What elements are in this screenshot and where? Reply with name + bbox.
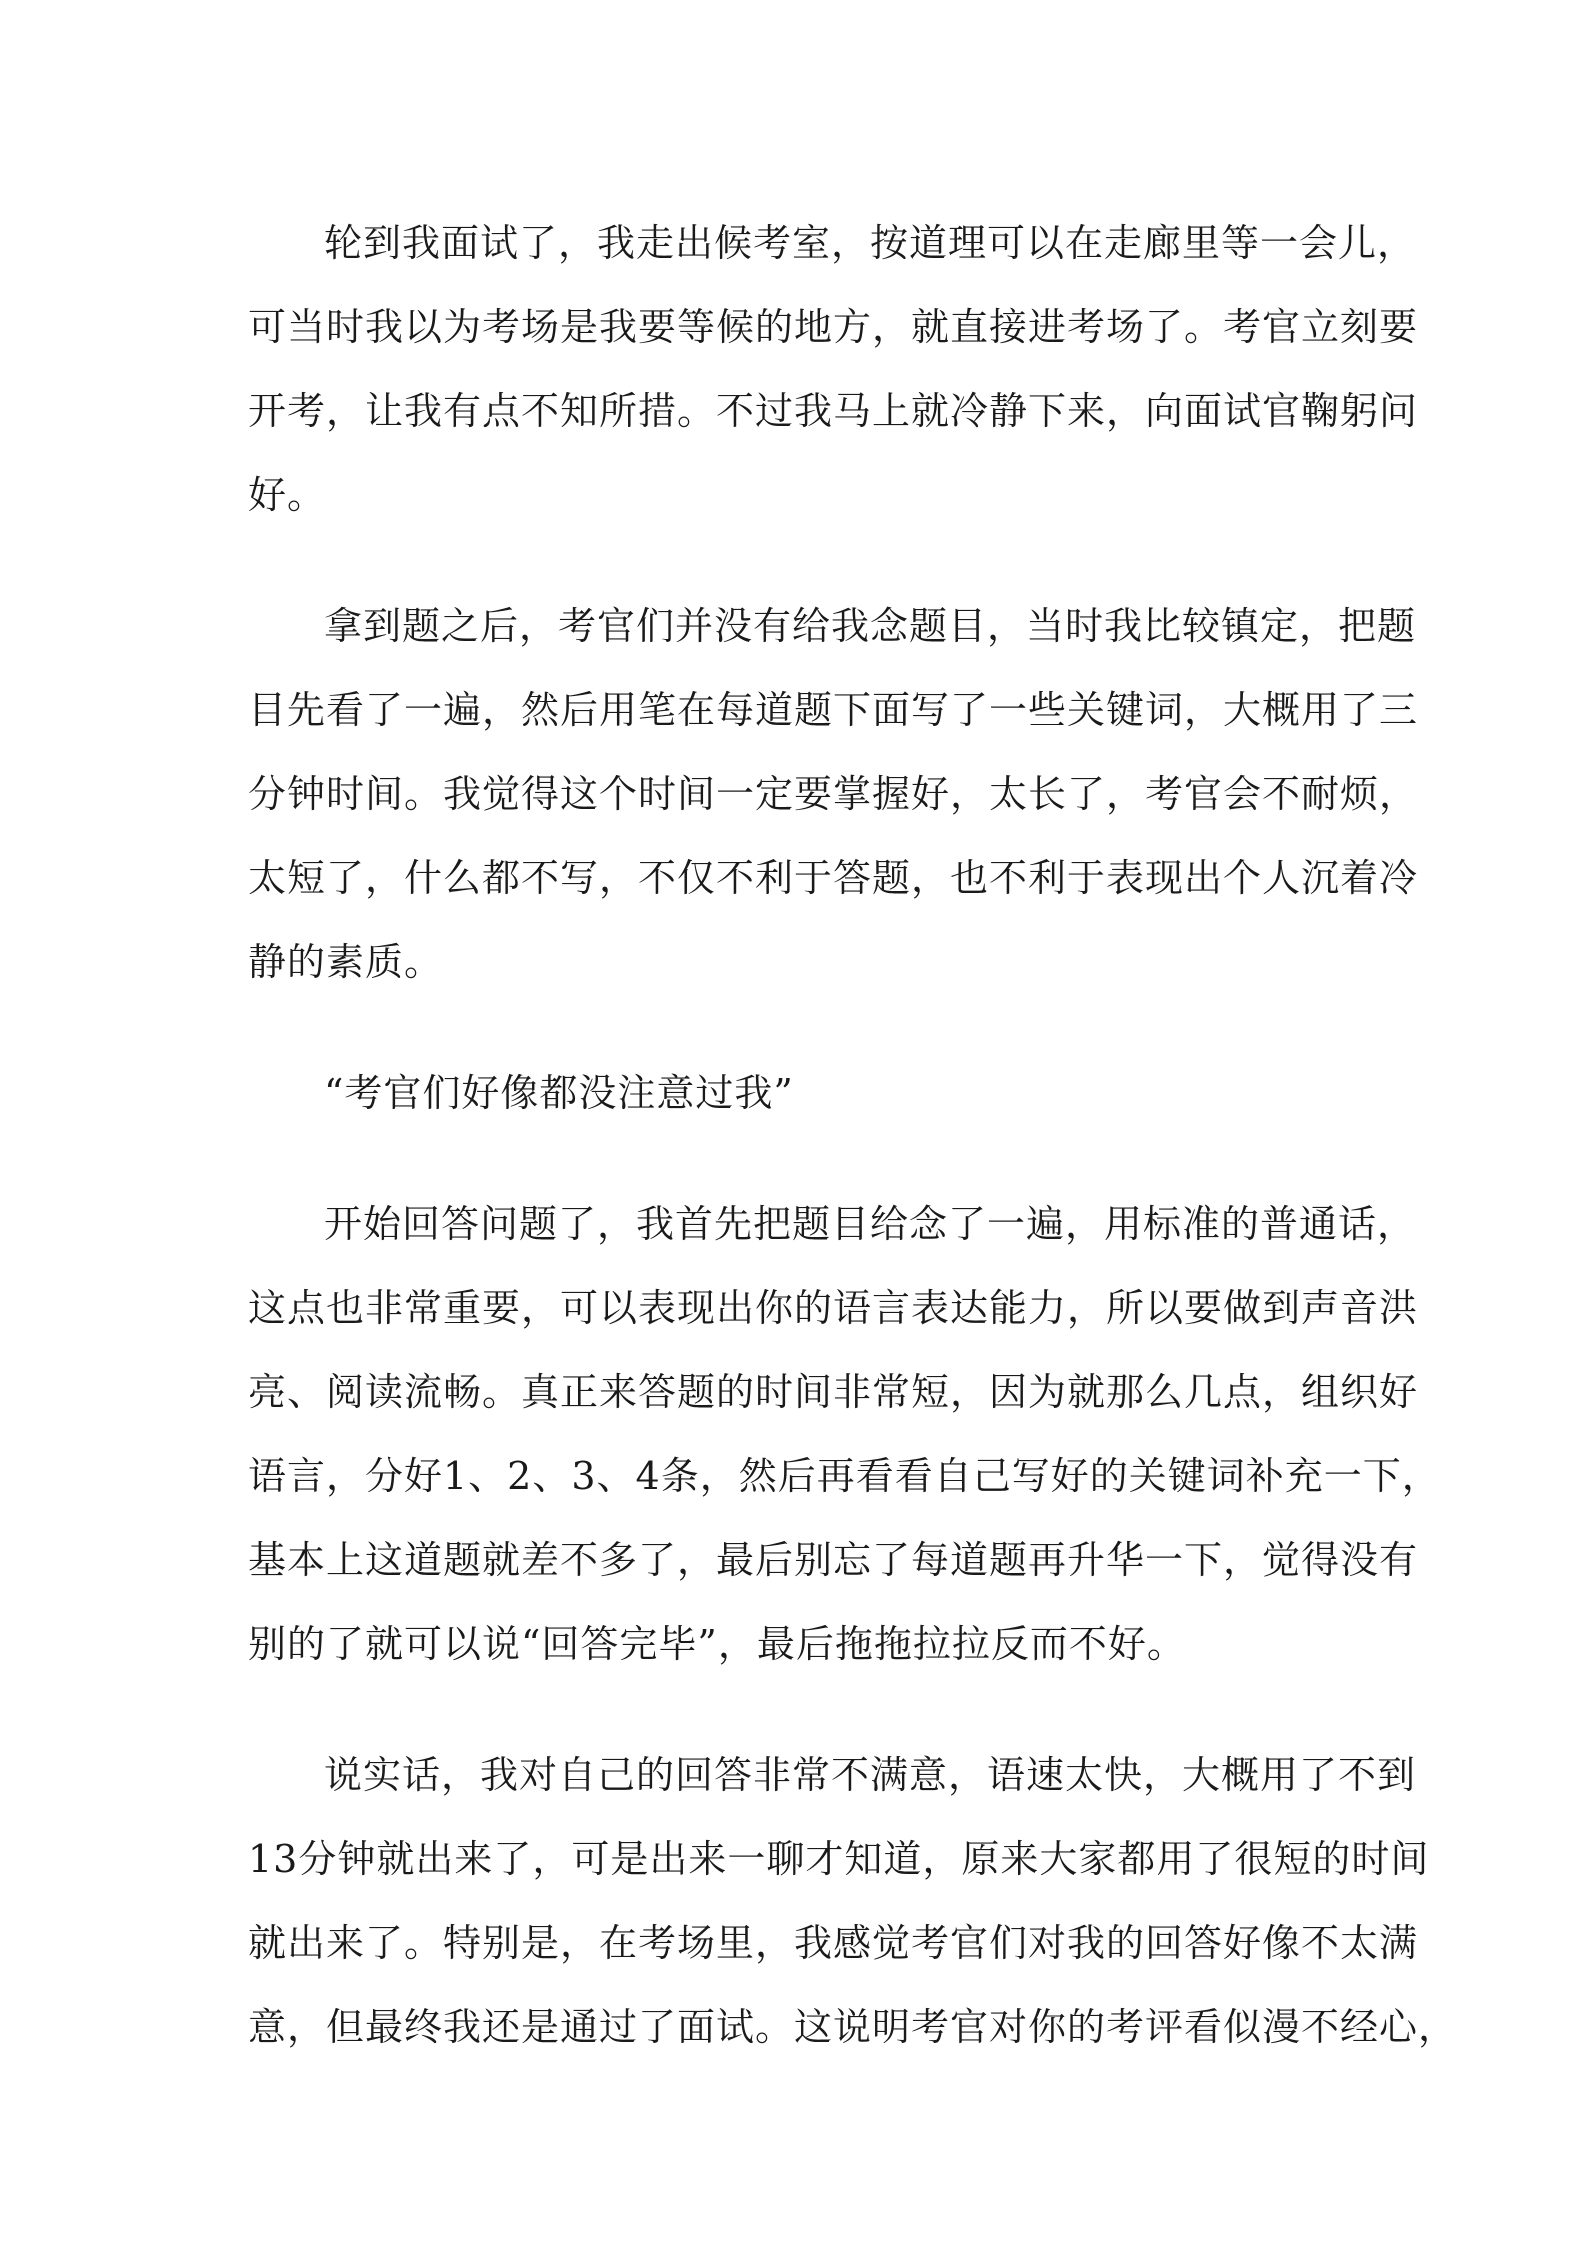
text-line: 亮、阅读流畅。真正来答题的时间非常短，因为就那么几点，组织好 [248, 1370, 1419, 1414]
text-line: 意，但最终我还是通过了面试。这说明考官对你的考评看似漫不经心， [248, 2005, 1458, 2049]
paragraph-interview-start [248, 201, 1419, 537]
subheading-text: “考官们好像都没注意过我” [324, 1071, 794, 1115]
text-line: 静的素质。 [248, 940, 444, 984]
text-line: 拿到题之后，考官们并没有给我念题目，当时我比较镇定，把题 [324, 604, 1417, 648]
text-line: 13分钟就出来了，可是出来一聊才知道，原来大家都用了很短的时间 [248, 1837, 1430, 1881]
text-line: 可当时我以为考场是我要等候的地方，就直接进考场了。考官立刻要 [248, 305, 1419, 349]
text-line: 目先看了一遍，然后用笔在每道题下面写了一些关键词，大概用了三 [248, 688, 1419, 732]
text-line: 说实话，我对自己的回答非常不满意，语速太快，大概用了不到 [324, 1753, 1417, 1797]
text-line: 开考，让我有点不知所措。不过我马上就冷静下来，向面试官鞠躬问 [248, 389, 1419, 433]
text-line: 就出来了。特别是，在考场里，我感觉考官们对我的回答好像不太满 [248, 1921, 1419, 1965]
text-line: 别的了就可以说“回答完毕”，最后拖拖拉拉反而不好。 [248, 1622, 1186, 1666]
paragraph-reflection [248, 1733, 1458, 2069]
paragraph-reading-questions [248, 584, 1419, 1004]
text-line: 基本上这道题就差不多了，最后别忘了每道题再升华一下，觉得没有 [248, 1538, 1419, 1582]
paragraph-answering [248, 1182, 1441, 1686]
text-line: 好。 [248, 473, 327, 517]
text-line: 分钟时间。我觉得这个时间一定要掌握好，太长了，考官会不耐烦， [248, 772, 1419, 816]
text-line: 开始回答问题了，我首先把题目给念了一遍，用标准的普通话， [324, 1202, 1417, 1246]
section-subheading [248, 1051, 1360, 1135]
text-line: 太短了，什么都不写，不仅不利于答题，也不利于表现出个人沉着冷 [248, 856, 1419, 900]
article-body [248, 201, 1458, 2116]
text-line: 轮到我面试了，我走出候考室，按道理可以在走廊里等一会儿， [324, 221, 1417, 265]
text-line: 这点也非常重要，可以表现出你的语言表达能力，所以要做到声音洪 [248, 1286, 1419, 1330]
text-line: 语言，分好1、2、3、4条，然后再看看自己写好的关键词补充一下， [248, 1454, 1441, 1498]
